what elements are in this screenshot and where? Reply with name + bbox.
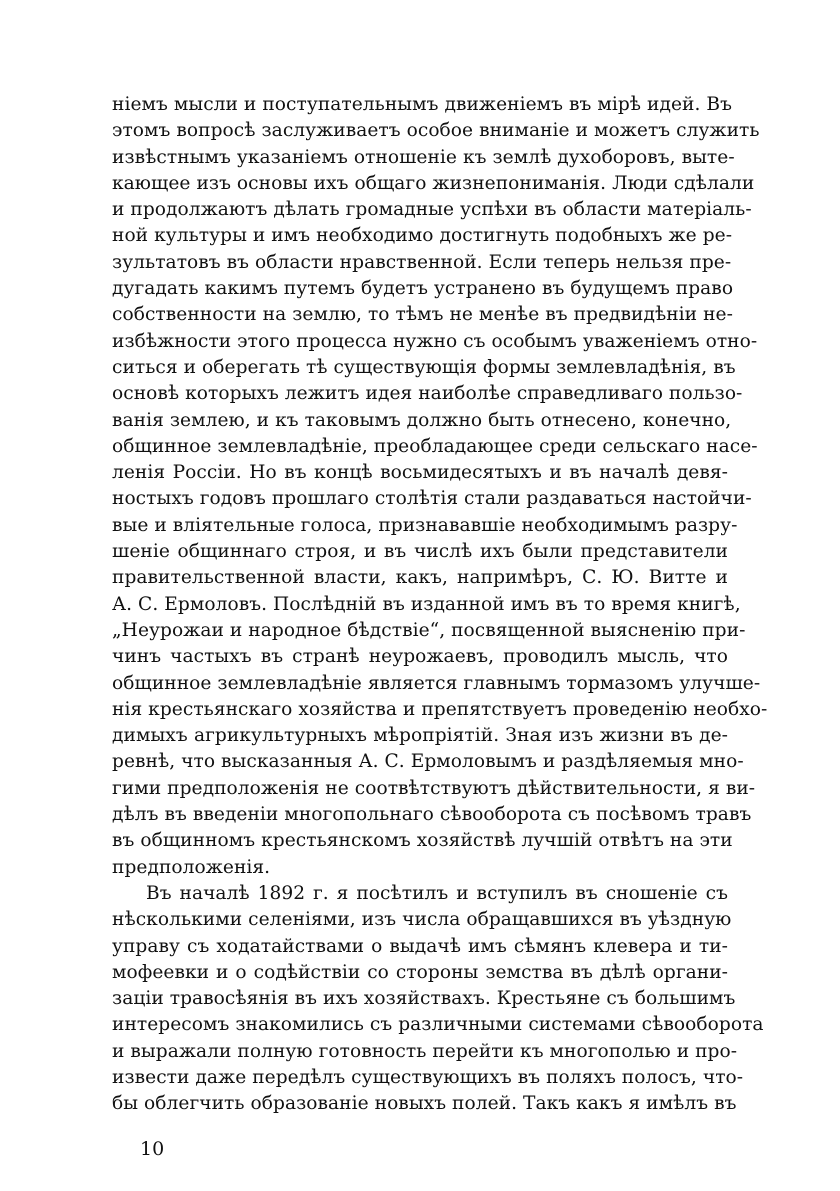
text-line: этомъ вопросѣ заслуживаетъ особое вниманіе и можетъ служить [112, 120, 760, 142]
text-line: въ общинномъ крестьянскомъ хозяйствѣ лучшій отвѣтъ на эти [112, 830, 733, 852]
text-line: предположенія. [112, 856, 271, 878]
text-line: „Неурожаи и народное бѣдствіе“, посвященной выясненію при- [112, 619, 746, 641]
text-line: заціи травосѣянія въ ихъ хозяйствахъ. Крестьяне съ большимъ [112, 988, 736, 1010]
text-line: интересомъ знакомились съ различными системами сѣвооборота [112, 1014, 764, 1036]
text-line: общинное землевладѣніе, преобладающее среди сельскаго насе- [112, 435, 758, 457]
text-line: нѣсколькими селеніями, изъ числа обращавшихся въ уѣздную [112, 909, 732, 931]
text-line: собственности на землю, то тѣмъ не менѣе въ предвидѣніи не- [112, 304, 733, 326]
text-line: извѣстнымъ указаніемъ отношеніе къ землѣ духоборовъ, выте- [112, 146, 735, 168]
text-line: дугадать какимъ путемъ будетъ устранено въ будущемъ право [112, 278, 734, 300]
text-line: ніемъ мысли и поступательнымъ движеніемъ въ мірѣ идей. Въ [112, 94, 732, 115]
text-line: димыхъ агрикультурныхъ мѣропріятій. Зная изъ жизни въ де- [112, 725, 728, 747]
text-line: ленія Россіи. Но въ концѣ восьмидесятыхъ и въ началѣ девя- [112, 462, 728, 484]
text-line: управу съ ходатайствами о выдачѣ имъ сѣмянъ клевера и ти- [112, 935, 728, 957]
text-line: зультатовъ въ области нравственной. Если теперь нельзя пре- [112, 251, 732, 273]
text-line: вые и вліятельные голоса, признававшіе необходимымъ разру- [112, 514, 738, 536]
text-line: избѣжности этого процесса нужно съ особымъ уваженіемъ отно- [112, 330, 758, 352]
text-line: гими предположенія не соотвѣтствуютъ дѣйствительности, я ви- [112, 777, 756, 799]
text-line: ностыхъ годовъ прошлаго столѣтія стали раздаваться настойчи- [112, 488, 752, 510]
text-line: ревнѣ, что высказанныя А. С. Ермоловымъ и раздѣляемыя мно- [112, 751, 744, 773]
text-line: Въ началѣ 1892 г. я посѣтилъ и вступилъ въ сношеніе съ [146, 882, 728, 904]
text-line: и выражали полную готовность перейти къ многополью и про- [112, 1040, 738, 1062]
text-line: бы облегчить образованіе новыхъ полей. Такъ какъ я имѣлъ въ [112, 1093, 737, 1115]
text-line: извести даже передѣлъ существующихъ въ поляхъ полосъ, что- [112, 1066, 744, 1088]
text-line: основѣ которыхъ лежитъ идея наиболѣе справедливаго пользо- [112, 383, 743, 405]
text-line: чинъ частыхъ въ странѣ неурожаевъ, проводилъ мысль, что [112, 646, 728, 668]
text-line: кающее изъ основы ихъ общаго жизнепониманія. Люди сдѣлали [112, 172, 755, 194]
text-line: шеніе общиннаго строя, и въ числѣ ихъ были представители [112, 541, 728, 563]
text-line: ной культуры и имъ необходимо достигнуть подобныхъ же ре- [112, 225, 733, 247]
text-line: дѣлъ въ введеніи многопольнаго сѣвооборота съ посѣвомъ травъ [112, 804, 752, 826]
text-line: А. С. Ермоловъ. Послѣдній въ изданной имъ въ то время книгѣ, [112, 593, 741, 615]
paragraph [112, 881, 764, 1118]
page-number: 10 [140, 1138, 165, 1160]
text-line: и продолжаютъ дѣлать громадные успѣхи въ области матеріаль- [112, 199, 752, 221]
text-line: общинное землевладѣніе является главнымъ тормазомъ улучше- [112, 672, 761, 694]
text-line: ванія землею, и къ таковымъ должно быть отнесено, конечно, [112, 409, 732, 431]
text-line: мофеевки и о содѣйствіи со стороны земства въ дѣлѣ органи- [112, 961, 728, 983]
text-line: нія крестьянскаго хозяйства и препятствуетъ проведенію необхо- [112, 698, 768, 720]
body-text [112, 92, 768, 1118]
paragraph [112, 92, 768, 881]
text-line: правительственной власти, какъ, напримѣръ, С. Ю. Витте и [112, 567, 728, 589]
text-line: ситься и оберегать тѣ существующія формы землевладѣнія, въ [112, 356, 736, 378]
